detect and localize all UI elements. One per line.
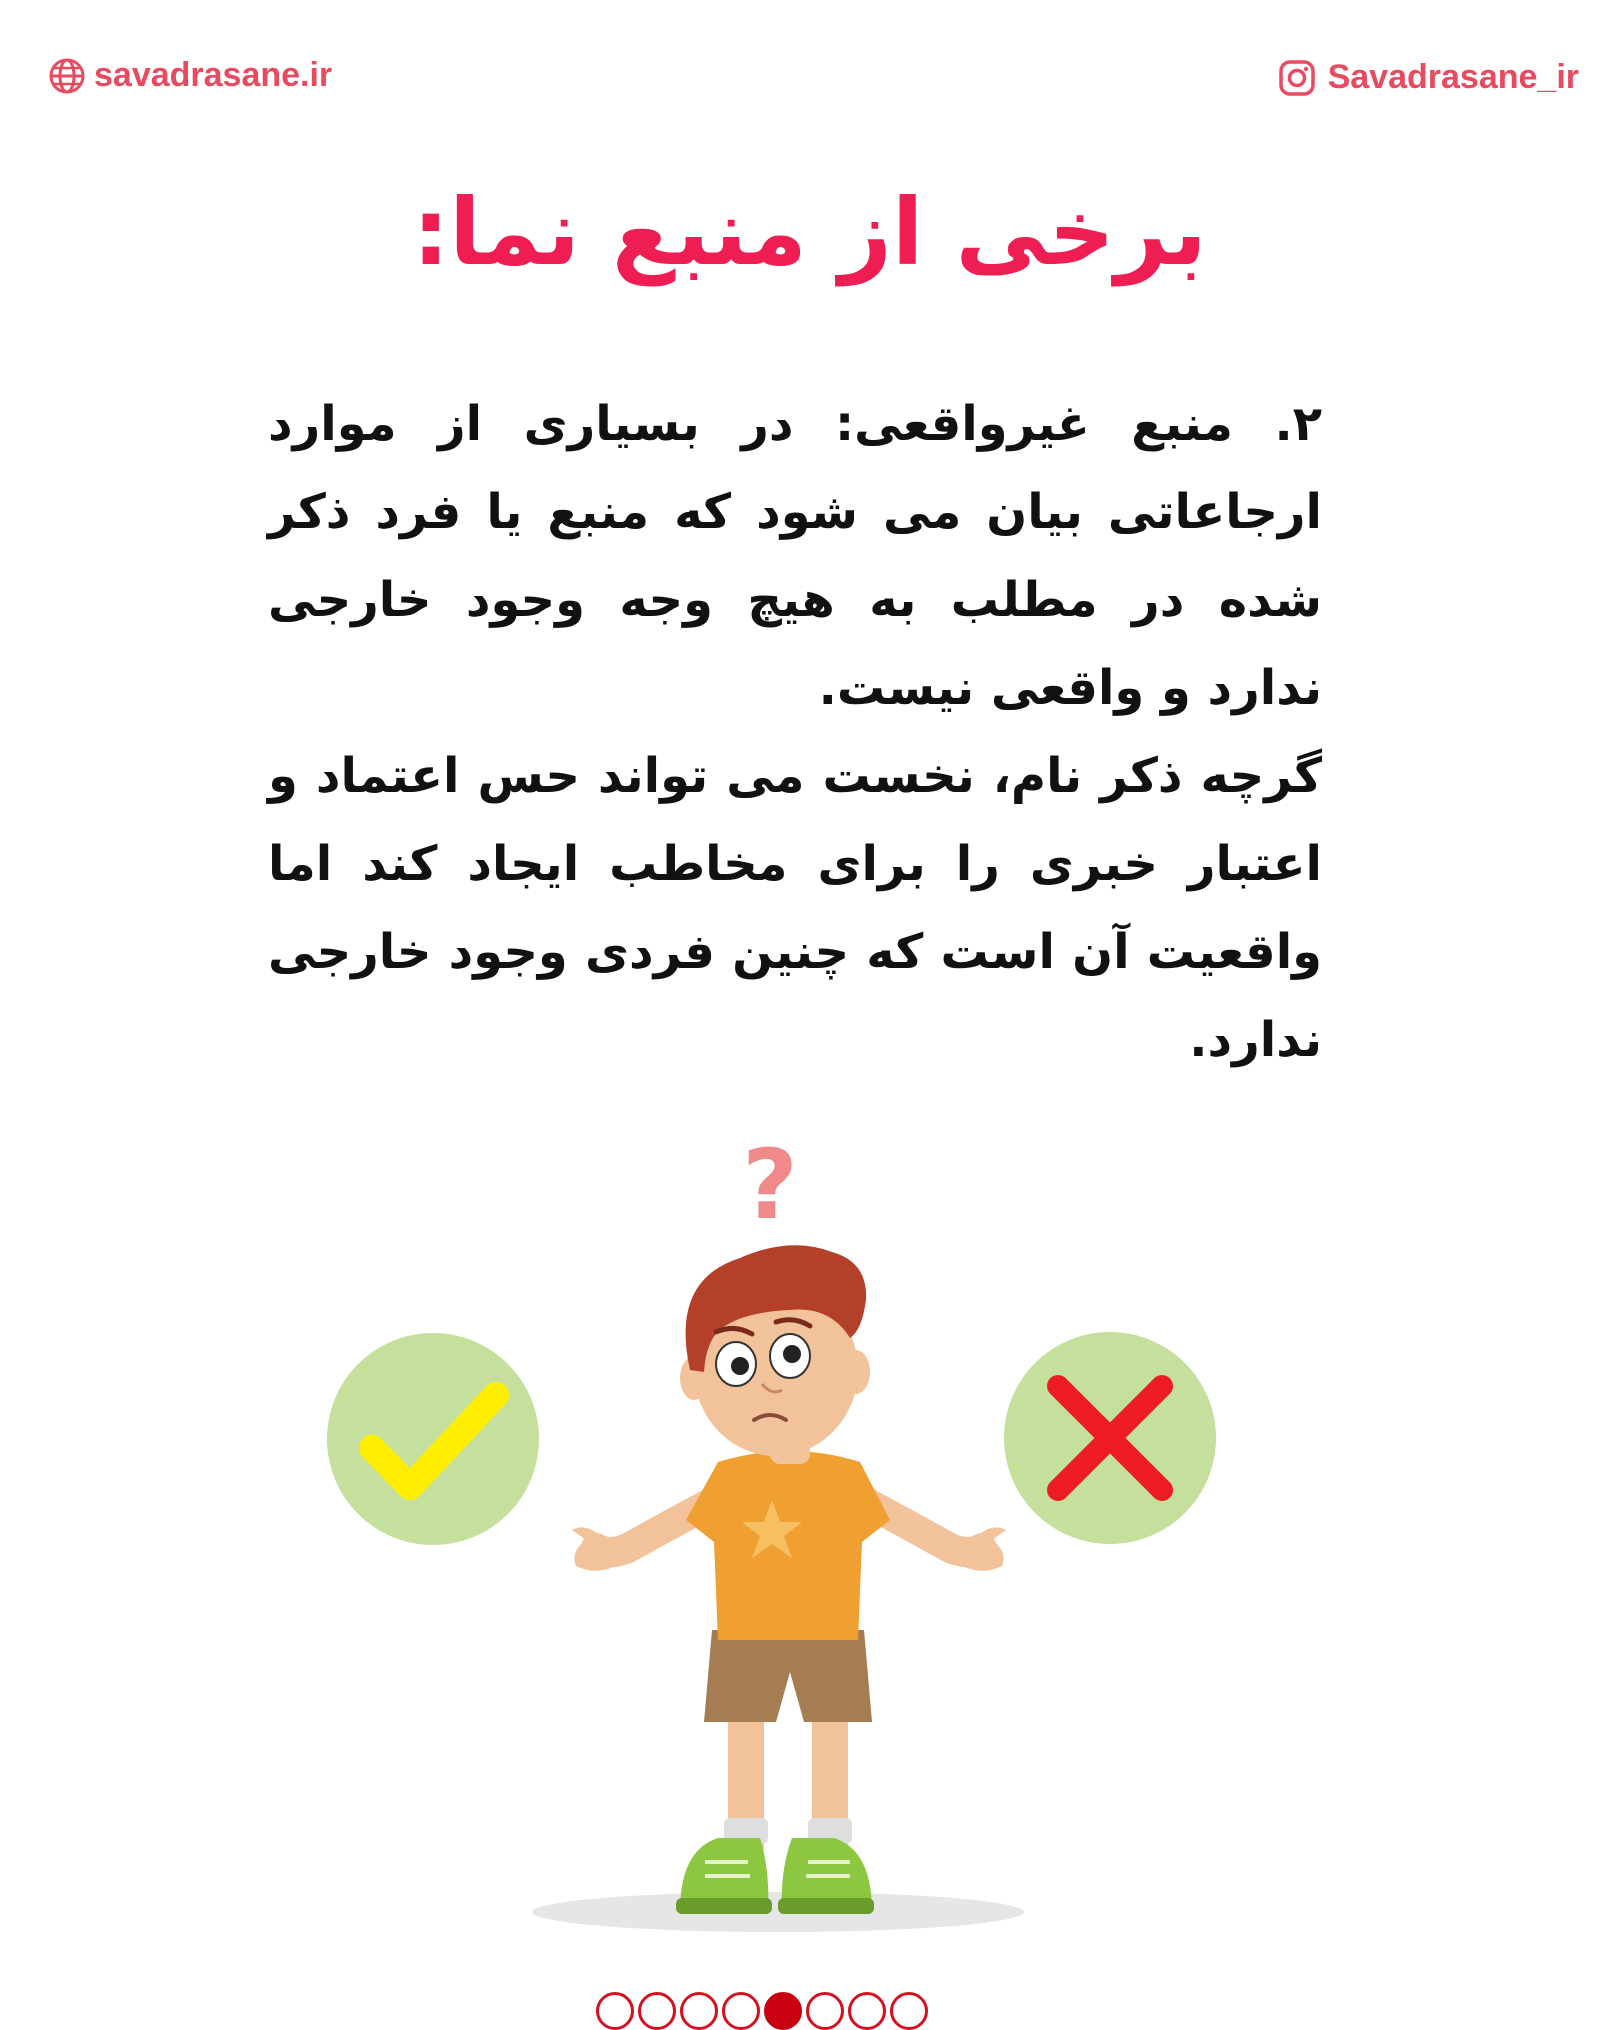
pagination-dot[interactable] (890, 1992, 928, 2030)
pagination-dot[interactable] (680, 1992, 718, 2030)
boy (572, 1245, 1006, 1914)
ground-shadow (532, 1892, 1024, 1932)
question-mark: ? (742, 1129, 798, 1241)
pagination-dot[interactable] (638, 1992, 676, 2030)
pagination-dot[interactable] (722, 1992, 760, 2030)
checkmark-icon (327, 1333, 539, 1545)
page-title: برخی از منبع نما: (412, 179, 1207, 286)
website-label: savadrasane.ir (94, 56, 333, 94)
cross-icon (1004, 1332, 1216, 1544)
instagram-label: Savadrasane_ir (1327, 58, 1579, 96)
pagination (596, 1992, 928, 2030)
pagination-dot-active[interactable] (764, 1992, 802, 2030)
pagination-dot[interactable] (848, 1992, 886, 2030)
pagination-dot[interactable] (806, 1992, 844, 2030)
pagination-dot[interactable] (596, 1992, 634, 2030)
paragraph-2: گرچه ذکر نام، نخست می تواند حس اعتماد و اعتبار خبری را برای مخاطب ایجاد کند اما واقعیت آن است که چنین فردی وجود خارجی ندارد. (268, 748, 1322, 1068)
paragraph-1: ۲. منبع غیرواقعی: در بسیاری از موارد ارجاعاتی بیان می شود که منبع یا فرد ذکر شده در مطلب به هیچ وجه وجود خارجی ندارد و واقعی نیست. (268, 396, 1322, 716)
